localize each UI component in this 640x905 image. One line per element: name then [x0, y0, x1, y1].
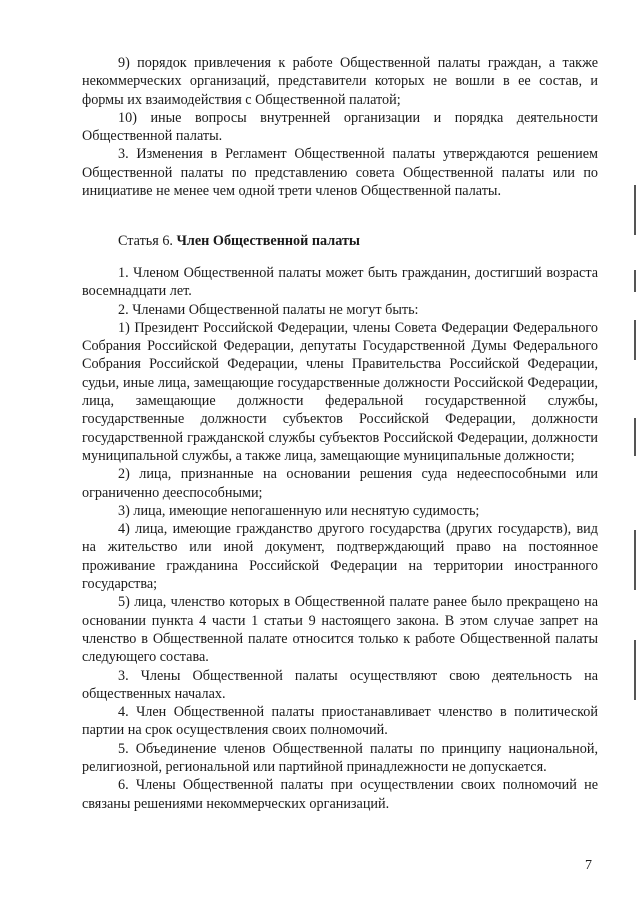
article-title: Член Общественной палаты [176, 233, 360, 249]
paragraph-5: 5. Объединение членов Общественной палаты по принципу национальной, религиозной, региональной или партийной принадлежности не допускается. [82, 740, 598, 776]
scan-edge-mark [634, 185, 636, 235]
scan-edge-mark [634, 530, 636, 590]
page-number: 7 [585, 858, 592, 873]
paragraph-2-item-5: 5) лица, членство которых в Общественной палате ранее было прекращено на основании пункта 4 части 1 статьи 9 настоящего закона. В этом случае запрет на членство в Общественной палате относится только к работе Общественной палаты следующего состава. [82, 594, 598, 666]
paragraph-item-9: 9) порядок привлечения к работе Общественной палаты граждан, а также некоммерческих организаций, представители которых не вошли в ее состав, и формы их взаимодействия с Общественной палатой; [82, 55, 598, 108]
paragraph-2-item-4: 4) лица, имеющие гражданство другого государства (других государств), вид на жительство или иной документ, подтверждающий право на постоянное проживание гражданина Российской Федерации на территории иностранного государства; [82, 521, 598, 593]
paragraph-2-item-2: 2) лица, признанные на основании решения суда недееспособными или ограниченно дееспособными; [82, 466, 598, 501]
scan-edge-mark [634, 640, 636, 700]
paragraph-6: 6. Члены Общественной палаты при осуществлении своих полномочий не связаны решениями некоммерческих организаций. [82, 777, 598, 812]
scan-edge-mark [634, 418, 636, 456]
paragraph-2-item-3: 3) лица, имеющие непогашенную или неснятую судимость; [118, 502, 480, 519]
paragraph-4: 4. Член Общественной палаты приостанавливает членство в политической партии на срок осуществления своих полномочий. [82, 704, 598, 739]
scan-edge-mark [634, 270, 636, 292]
paragraph-2: 2. Членами Общественной палаты не могут быть: [118, 301, 419, 318]
article-body [82, 264, 598, 813]
continued-text-block [82, 54, 598, 200]
paragraph-2-item-1: 1) Президент Российской Федерации, члены Совета Федерации Федерального Собрания Российской Федерации, депутаты Государственной Думы Федерального Собрания Российской Федерации, члены Правительства Российской Федерации, судьи, иные лица, замещающие государственные должности Российской Федерации, лица, замещающие должности федеральной государственной службы, государственные должности субъектов Российской Федерации, должности государственной гражданской службы субъектов Российской Федерации, должности муниципальной службы, а также лица, замещающие муниципальные должности; [82, 319, 598, 464]
paragraph-item-10: 10) иные вопросы внутренней организации и порядка деятельности Общественной палаты. [82, 109, 598, 145]
scan-edge-mark [634, 320, 636, 360]
article-heading [118, 233, 360, 250]
paragraph-3: 3. Члены Общественной палаты осуществляют свою деятельность на общественных началах. [82, 667, 598, 702]
paragraph-1: 1. Членом Общественной палаты может быть гражданин, достигший возраста восемнадцати лет. [82, 265, 598, 300]
article-number: Статья 6. [118, 233, 177, 249]
paragraph-part-3: 3. Изменения в Регламент Общественной палаты утверждаются решением Общественной палаты по представлению совета Общественной палаты или по инициативе не менее чем одной трети членов Общественной палаты. [82, 146, 598, 200]
